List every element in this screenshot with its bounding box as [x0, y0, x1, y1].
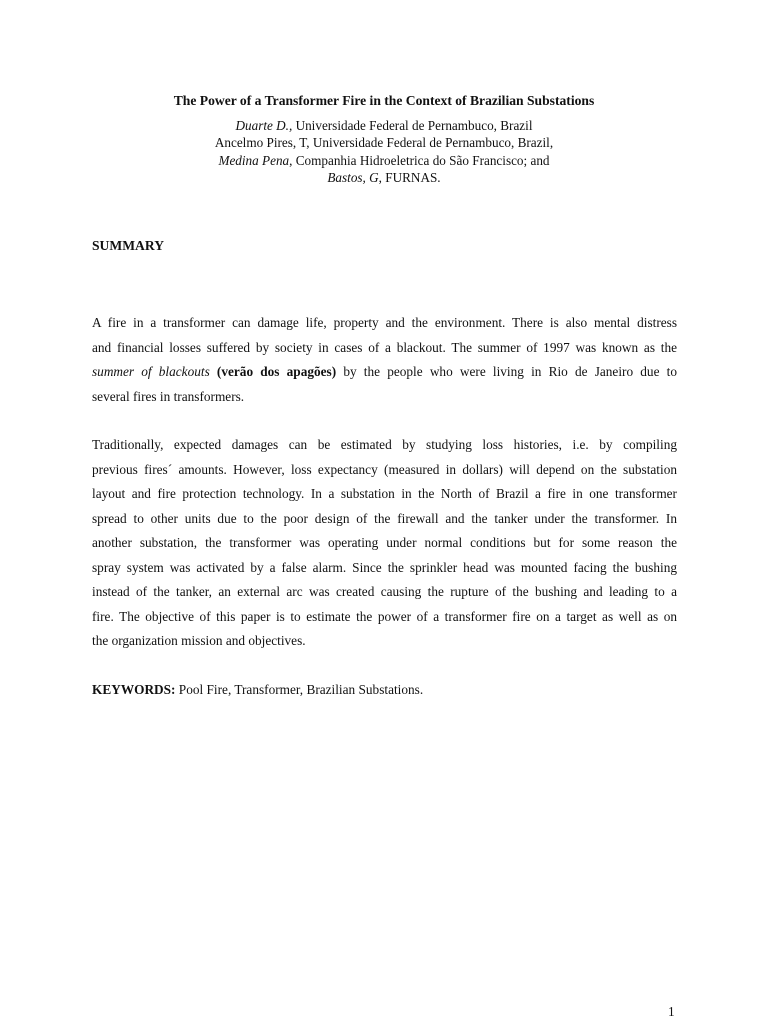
author-name: Medina Pena [218, 152, 290, 168]
author-affiliation: , Companhia Hidroeletrica do São Francisco; and [289, 152, 550, 168]
summary-heading: SUMMARY [92, 238, 165, 253]
line-rest: by the people who were living in Rio de Janeiro due to [336, 364, 677, 379]
text-line: previous fires´ amounts. However, loss expectancy (measured in dollars) will depend on the substation [92, 461, 677, 477]
italic-phrase: summer of blackouts [92, 364, 210, 379]
author-list [0, 117, 768, 187]
page-number: 1 [668, 1004, 675, 1019]
text-line: A fire in a transformer can damage life, property and the environment. There is also mental distress [92, 315, 677, 330]
text-line: several fires in transformers. [92, 388, 245, 404]
author-line [0, 169, 768, 186]
author-name: Bastos, G [327, 170, 379, 186]
text-line: the organization mission and objectives. [92, 633, 306, 648]
keywords-text: Pool Fire, Transformer, Brazilian Substations. [175, 682, 424, 697]
keywords-label: KEYWORDS: [92, 682, 176, 697]
text-line [92, 360, 677, 385]
bold-phrase: (verão dos apagões) [216, 364, 337, 379]
summary-paragraph-1 [92, 311, 677, 409]
summary-paragraph-2 [92, 433, 677, 654]
author-line [0, 117, 768, 134]
author-name: Ancelmo Pires, T, [214, 135, 310, 151]
text-line: and financial losses suffered by society in cases of a blackout. The summer of 1997 was known as the [92, 339, 677, 355]
text-line: layout and fire protection technology. In a substation in the North of Brazil a fire in one transformer [92, 486, 677, 501]
paper-title: The Power of a Transformer Fire in the Context of Brazilian Substations [173, 93, 595, 108]
text-line: spray system was activated by a false alarm. Since the sprinkler head was mounted facing the bushing [92, 559, 677, 575]
author-affiliation: , FURNAS. [378, 170, 441, 186]
text-line: fire. The objective of this paper is to estimate the power of a transformer fire on a target as well as on [92, 608, 677, 624]
text-line: Traditionally, expected damages can be estimated by studying loss histories, i.e. by compiling [92, 437, 677, 452]
author-line [0, 152, 768, 169]
author-affiliation: Universidade Federal de Pernambuco, Brazil [292, 118, 533, 133]
author-line [0, 134, 768, 151]
text-line: spread to other units due to the poor design of the firewall and the tanker under the transformer. In [92, 510, 677, 526]
keywords-line [92, 680, 423, 700]
text-line: another substation, the transformer was operating under normal conditions but for some reason the [92, 535, 677, 550]
author-name: Duarte D., [235, 118, 293, 133]
text-line: instead of the tanker, an external arc was created causing the rupture of the bushing and leading to a [92, 584, 677, 599]
author-affiliation: Universidade Federal de Pernambuco, Brazil, [309, 135, 554, 151]
